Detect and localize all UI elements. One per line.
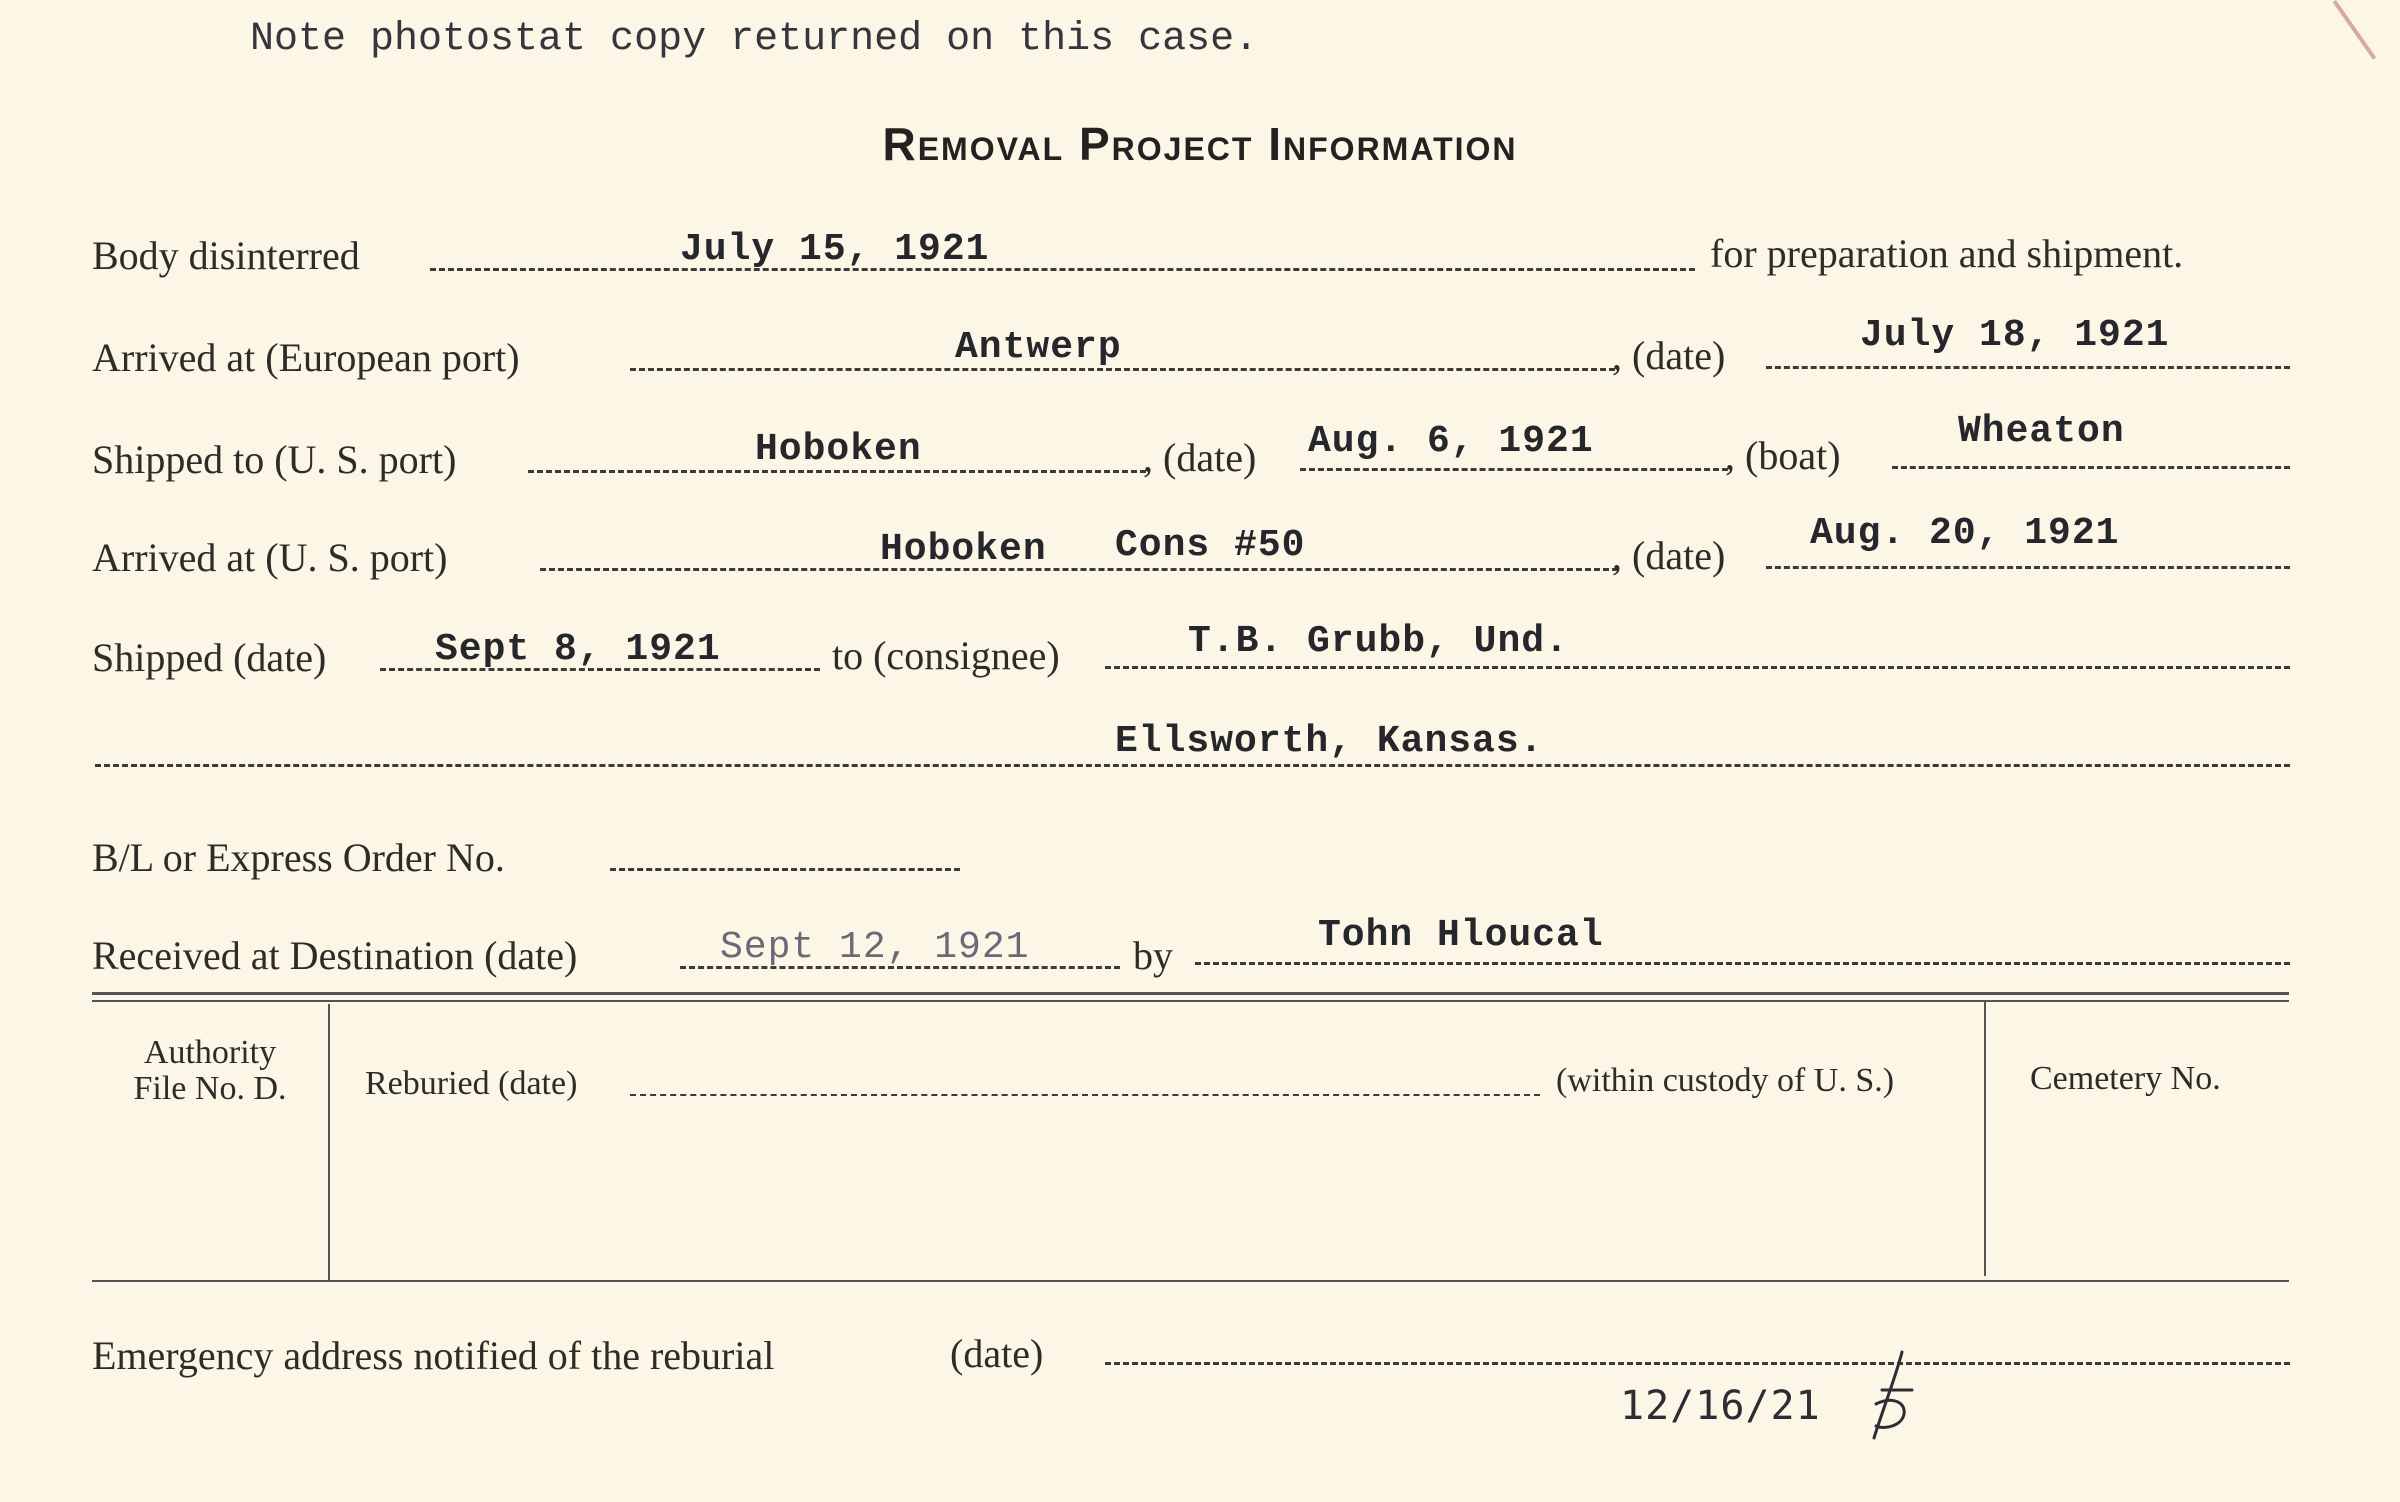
received-by-line xyxy=(1195,962,2290,965)
handwritten-date: 12/16/21 xyxy=(1620,1383,1821,1429)
reburied-label: Reburied (date) xyxy=(365,1065,578,1102)
shipped-value: Sept 8, 1921 xyxy=(435,628,721,671)
form-heading xyxy=(0,116,2400,172)
shipped-us-boat-label: , (boat) xyxy=(1725,433,1841,478)
arrived-us-date-label: , (date) xyxy=(1612,533,1726,578)
disinterred-suffix: for preparation and shipment. xyxy=(1710,231,2184,276)
cemetery-label: Cemetery No. xyxy=(2030,1060,2221,1097)
corner-mark xyxy=(2333,0,2376,60)
table-top-border-inner xyxy=(92,1000,2289,1002)
shipped-us-date-line xyxy=(1300,468,1728,471)
arrived-us-label: Arrived at (U. S. port) xyxy=(92,535,448,580)
arrived-us-date-value: Aug. 20, 1921 xyxy=(1810,512,2120,555)
bl-label: B/L or Express Order No. xyxy=(92,835,505,880)
custody-label: (within custody of U. S.) xyxy=(1556,1062,1895,1099)
shipped-us-date-label: , (date) xyxy=(1143,435,1257,480)
european-port-date-value: July 18, 1921 xyxy=(1860,314,2170,357)
disinterred-label: Body disinterred xyxy=(92,233,360,278)
shipped-us-value: Hoboken xyxy=(755,428,922,471)
emergency-date-label: (date) xyxy=(950,1331,1044,1376)
shipped-label: Shipped (date) xyxy=(92,635,327,680)
received-by-value: Tohn Hloucal xyxy=(1318,914,1604,957)
reburied-line xyxy=(630,1094,1540,1096)
received-by-label: by xyxy=(1133,933,1173,978)
european-port-label: Arrived at (European port) xyxy=(92,335,520,380)
received-value: Sept 12, 1921 xyxy=(720,926,1030,969)
disinterred-line xyxy=(430,268,1695,271)
arrived-us-line xyxy=(540,568,1618,571)
shipped-us-boat-value: Wheaton xyxy=(1958,410,2125,453)
consignee-value: T.B. Grubb, Und. xyxy=(1188,620,1569,663)
arrived-us-value: Hoboken xyxy=(880,528,1047,571)
emergency-label: Emergency address notified of the reburial xyxy=(92,1333,775,1378)
consignee-label: to (consignee) xyxy=(832,633,1060,678)
table-bottom-border xyxy=(92,1280,2289,1282)
form-heading-text: Removal Project Information xyxy=(882,118,1518,170)
consignee-address: Ellsworth, Kansas. xyxy=(1115,720,1544,763)
authority-label-line1: Authority xyxy=(143,1034,277,1071)
shipped-us-label: Shipped to (U. S. port) xyxy=(92,437,457,482)
arrived-us-cons: Cons #50 xyxy=(1115,524,1306,567)
emergency-line xyxy=(1105,1362,2290,1365)
table-divider-right xyxy=(1984,1000,1986,1276)
shipped-us-boat-line xyxy=(1892,466,2290,469)
table-divider-left xyxy=(328,1004,330,1280)
bl-line xyxy=(610,868,960,871)
authority-label-line2: File No. D. xyxy=(133,1070,287,1107)
consignee-line xyxy=(1105,666,2290,669)
european-port-line xyxy=(630,368,1615,371)
received-label: Received at Destination (date) xyxy=(92,933,578,978)
european-port-value: Antwerp xyxy=(955,326,1122,369)
european-port-date-line xyxy=(1766,366,2290,369)
typed-note: Note photostat copy returned on this case. xyxy=(250,17,1259,62)
shipped-us-date-value: Aug. 6, 1921 xyxy=(1308,420,1594,463)
table-top-border xyxy=(92,992,2289,995)
disinterred-value: July 15, 1921 xyxy=(680,228,990,271)
arrived-us-date-line xyxy=(1766,566,2290,569)
consignee-address-line xyxy=(95,764,2290,767)
european-port-date-label: , (date) xyxy=(1612,333,1726,378)
handwritten-initial-icon xyxy=(1862,1346,1922,1446)
